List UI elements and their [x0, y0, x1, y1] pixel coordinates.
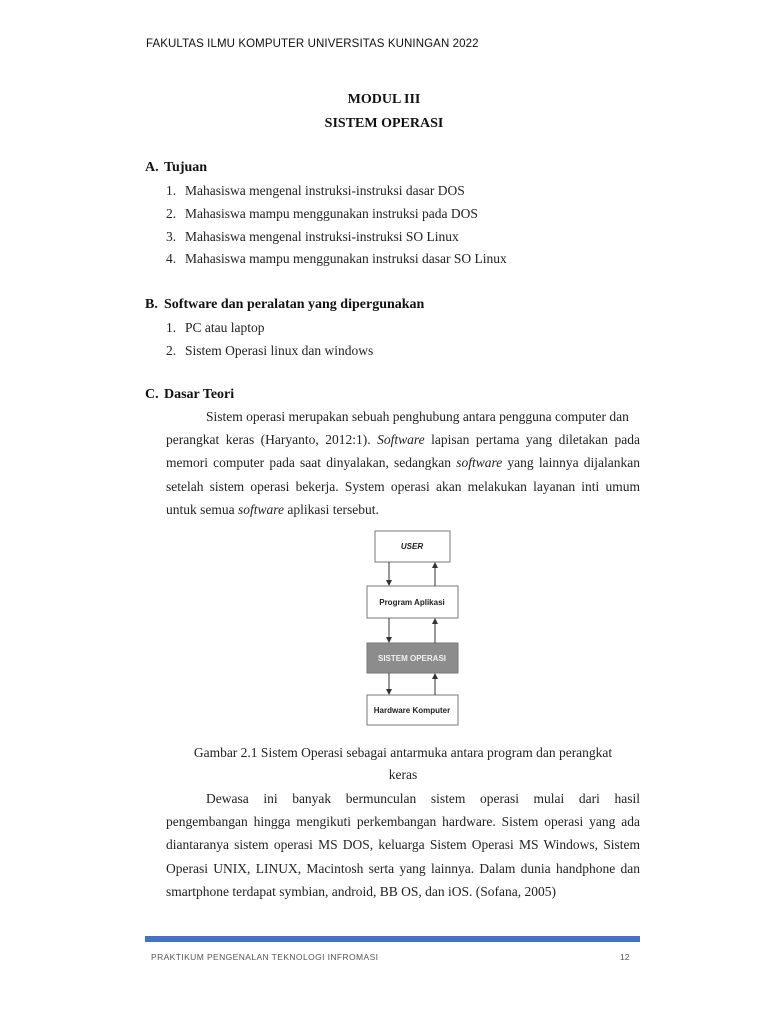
list-text: Mahasiswa mampu menggunakan instruksi dasar SO Linux: [185, 251, 507, 266]
para-line: [166, 428, 640, 451]
para-line: Sistem operasi merupakan sebuah penghubung antara pengguna computer dan: [206, 409, 629, 424]
list-text: Mahasiswa mengenal instruksi-instruksi dasar DOS: [185, 183, 465, 198]
para-line: diantaranya sistem operasi MS DOS, keluarga Sistem Operasi MS Windows, Sistem: [166, 837, 640, 853]
list-number: 4.: [166, 251, 177, 266]
list-text: Sistem Operasi linux dan windows: [185, 343, 374, 358]
list-text: PC atau laptop: [185, 320, 265, 335]
module-subtitle: SISTEM OPERASI: [324, 116, 444, 131]
text-run: lapisan pertama yang diletakan pada: [431, 432, 640, 448]
list-text: Mahasiswa mampu menggunakan instruksi pada DOS: [185, 206, 478, 221]
user-label: USER: [400, 542, 424, 551]
figure-caption: [166, 742, 640, 786]
list-number: 1.: [166, 320, 177, 335]
footer-divider: [145, 936, 640, 942]
text-run: yang lainnya dijalankan: [507, 455, 640, 471]
para-line: [166, 451, 640, 474]
para-line: Operasi UNIX, LINUX, Macintosh serta yang lainnya. Dalam dunia handphone dan: [166, 860, 640, 876]
caption-line: Gambar 2.1 Sistem Operasi sebagai antarmuka antara program dan perangkat: [193, 745, 613, 760]
para-line: pengembangan hingga mengikuti perkembangan hardware. Sistem operasi yang ada: [166, 814, 640, 830]
para-line: [166, 475, 640, 498]
caption-line: keras: [388, 767, 418, 782]
text-run: memori computer pada saat dinyalakan, sedangkan: [166, 455, 451, 471]
module-title: MODUL III: [347, 92, 421, 107]
section-title: Tujuan: [164, 160, 208, 175]
italic-term: Software: [377, 432, 425, 448]
section-letter: C.: [145, 387, 159, 402]
footer-title: PRAKTIKUM PENGENALAN TEKNOLOGI INFROMASI: [151, 952, 379, 962]
text-run: aplikasi tersebut.: [287, 501, 379, 517]
section-letter: A.: [145, 160, 159, 175]
section-title: Software dan peralatan yang dipergunakan: [164, 297, 425, 312]
para-line: smartphone terdapat symbian, android, BB OS, dan iOS. (Sofana, 2005): [166, 883, 556, 899]
text-run: perangkat keras (Haryanto, 2012:1).: [166, 432, 371, 448]
page-header: FAKULTAS ILMU KOMPUTER UNIVERSITAS KUNINGAN 2022: [146, 38, 479, 50]
para-line: Dewasa ini banyak bermunculan sistem operasi mulai dari hasil: [206, 791, 640, 806]
text-run: setelah sistem operasi bekerja. System operasi akan melakukan layanan inti umum: [166, 478, 640, 494]
list-number: 2.: [166, 206, 177, 221]
paragraph-intro: [166, 405, 640, 521]
hardware-label: Hardware Komputer: [373, 706, 451, 715]
section-letter: B.: [145, 297, 158, 312]
os-label: SISTEM OPERASI: [377, 654, 447, 663]
list-number: 3.: [166, 229, 177, 244]
italic-term: software: [456, 455, 503, 471]
paragraph-os-list: [166, 787, 640, 903]
list-number: 2.: [166, 343, 177, 358]
os-layer-diagram: [360, 528, 464, 728]
program-app-label: Program Aplikasi: [379, 598, 445, 607]
list-text: Mahasiswa mengenal instruksi-instruksi SO Linux: [185, 229, 459, 244]
para-line: [166, 498, 640, 521]
italic-term: software: [238, 501, 285, 517]
section-title: Dasar Teori: [164, 387, 235, 402]
text-run: untuk semua: [166, 501, 235, 517]
page-number: 12: [620, 952, 630, 962]
list-number: 1.: [166, 183, 177, 198]
